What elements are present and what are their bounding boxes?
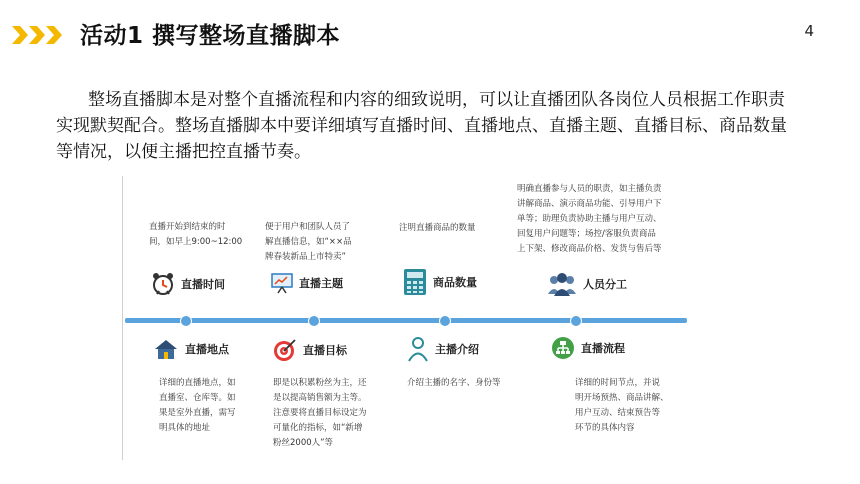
page-number: 4 [804, 22, 814, 40]
desc-staff-roles: 明确直播参与人员的职责，如主播负责 讲解商品、演示商品功能、引导用户下 单等；助理负责协助主播与用户互动、 回复用户问题等；场控/客服负责商品 上下架、修改商品价格、发货与售后等 [517, 184, 662, 254]
label-live-time: 直播时间 [151, 272, 225, 296]
label-live-flow: 直播流程 [551, 336, 625, 360]
label-product-count: 商品数量 [403, 268, 477, 296]
desc-product-count: 注明直播商品的数量 [399, 223, 476, 233]
presentation-board-icon [271, 272, 293, 294]
label-live-goal: 直播目标 [273, 338, 347, 362]
target-icon [273, 338, 297, 362]
intro-paragraph [56, 87, 796, 165]
timeline-dot [180, 315, 192, 327]
alarm-clock-icon [151, 272, 175, 296]
desc-host-intro: 介绍主播的名字、身份等 [407, 378, 501, 388]
live-script-diagram [122, 176, 689, 460]
label-live-theme: 直播主题 [271, 272, 343, 294]
timeline-dot [439, 315, 451, 327]
label-staff-roles: 人员分工 [547, 272, 627, 296]
house-icon [153, 338, 179, 360]
desc-live-time: 直播开始到结束的时 间，如早上9:00~12:00 [149, 222, 243, 247]
label-live-location: 直播地点 [153, 338, 229, 360]
desc-live-location: 详细的直播地点，如 直播室、仓库等。如 果是室外直播，需写 明具体的地址 [159, 378, 236, 433]
desc-live-theme: 便于用户和团队人员了 解直播信息，如“××品 牌春装新品上市特卖” [265, 222, 352, 262]
label-host-intro: 主播介绍 [407, 336, 479, 362]
intro-text: 整场直播脚本是对整个直播流程和内容的细致说明，可以让直播团队各岗位人员根据工作职责实现默契配合。整场直播脚本中要详细填写直播时间、直播地点、直播主题、直播目标、商品数量等情况，以便主播把控直播节奏。 [56, 90, 787, 162]
timeline-bar [125, 318, 687, 323]
person-icon [407, 336, 429, 362]
team-people-icon [547, 272, 577, 296]
timeline-dot [570, 315, 582, 327]
flowchart-icon [551, 336, 575, 360]
desc-live-flow: 详细的时间节点，并说 明开场预热、商品讲解、 用户互动、结束预告等 环节的具体内容 [575, 378, 669, 433]
chevron-arrows-icon [12, 24, 66, 46]
calculator-icon [403, 268, 427, 296]
timeline-dot [308, 315, 320, 327]
page-title: 活动1 撰写整场直播脚本 [80, 23, 341, 49]
desc-live-goal: 即是以积累粉丝为主，还 是以提高销售额为主等。 注意要将直播目标设定为 可量化的指标，如“新增 粉丝2000人”等 [273, 378, 367, 448]
